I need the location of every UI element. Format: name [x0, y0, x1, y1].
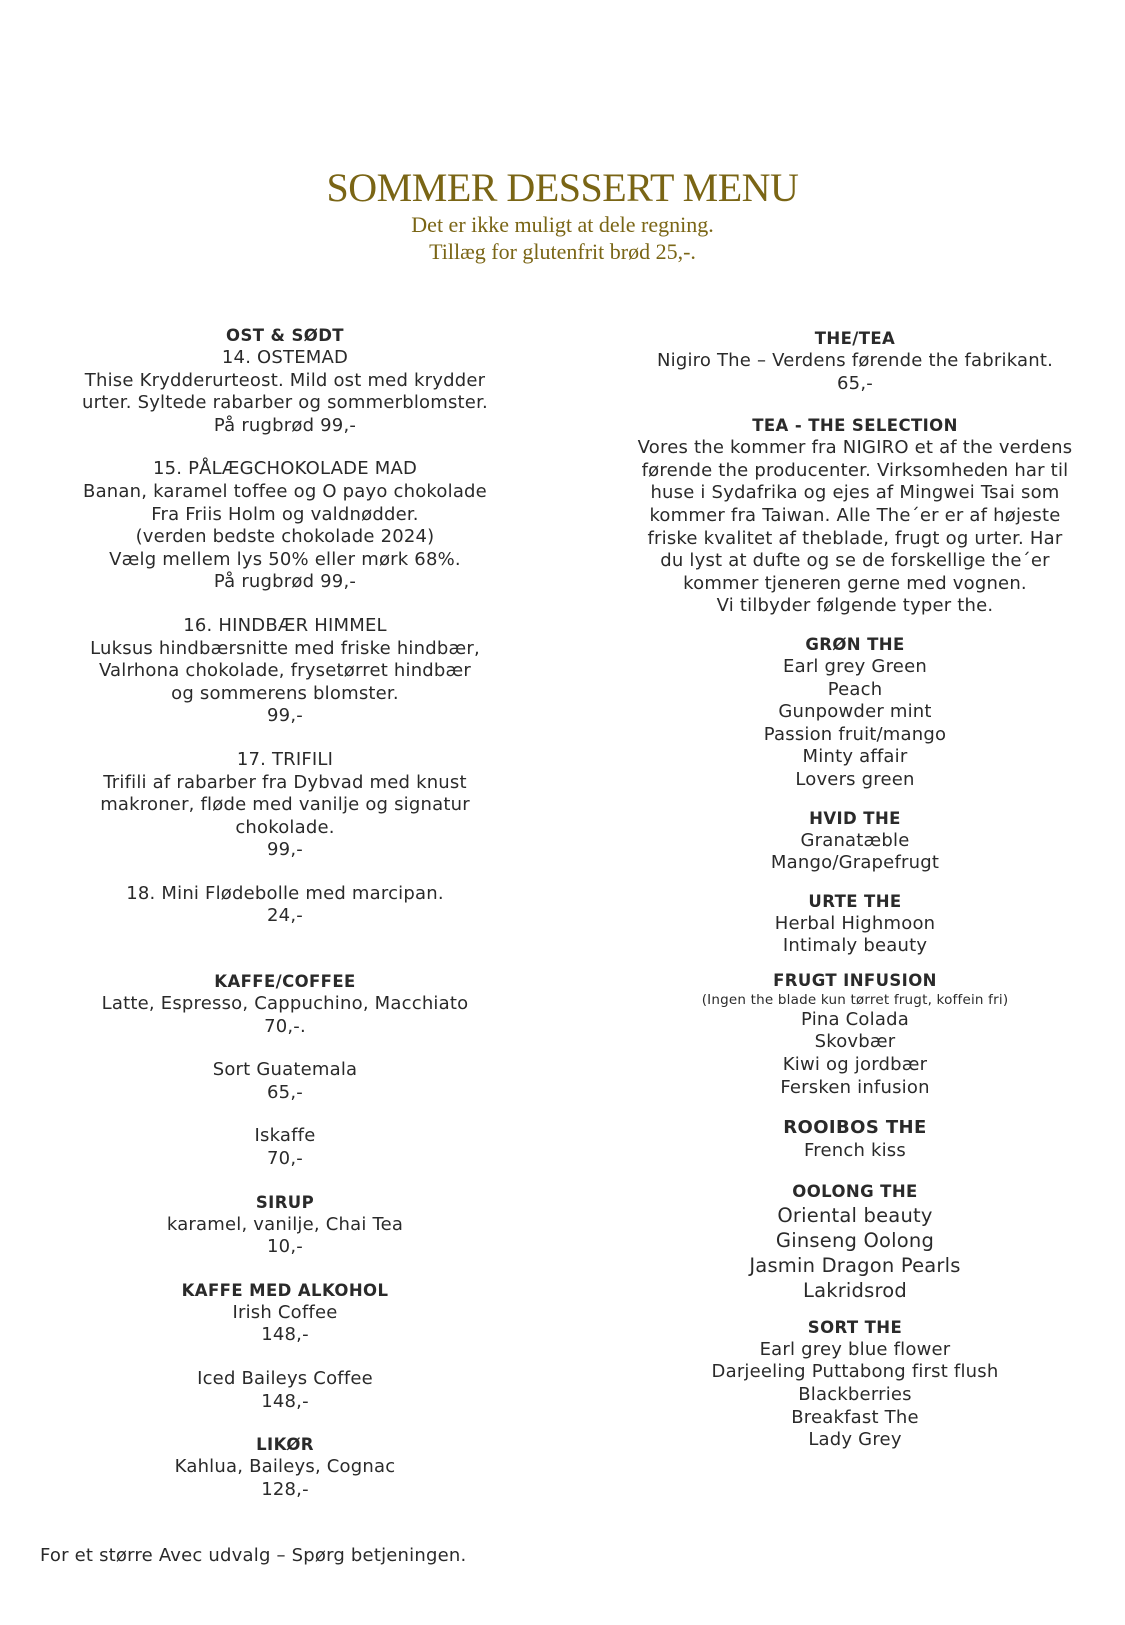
tea-item: Darjeeling Puttabong first flush — [711, 1361, 999, 1383]
item-title: 14. OSTEMAD — [221, 347, 349, 368]
item-title: Iskaffe — [254, 1125, 316, 1147]
item-title: 17. TRIFILI — [236, 748, 334, 770]
tea-item: Blackberries — [798, 1384, 912, 1406]
item-desc: urter. Syltede rabarber og sommerblomster. — [82, 392, 488, 414]
item-title: 16. HINDBÆR HIMMEL — [183, 614, 387, 636]
tea-item: Gunpowder mint — [778, 701, 932, 723]
item-15 — [30, 458, 540, 594]
section-heading: KAFFE/COFFEE — [214, 972, 356, 992]
item-desc: Nigiro The – Verdens førende the fabrikant. — [656, 350, 1054, 371]
item-price: 99,- — [267, 705, 303, 727]
tea-item: Lovers green — [795, 768, 915, 790]
section-oolong-the — [600, 1181, 1110, 1303]
section-sirup — [30, 1192, 540, 1259]
split-bill-note: Det er ikke muligt at dele regning. — [411, 212, 714, 237]
item-title: 15. PÅLÆGCHOKOLADE MAD — [152, 458, 418, 480]
section-ost-sodt — [30, 325, 540, 437]
intro-text: kommer fra Taiwan. Alle The´er er af højeste — [649, 504, 1061, 526]
item-17 — [30, 749, 540, 862]
item-price: 24,- — [267, 905, 303, 927]
item-desc: Valrhona chokolade, frysetørret hindbær — [98, 660, 472, 682]
item-desc: Vælg mellem lys 50% eller mørk 68%. — [109, 548, 461, 570]
tea-item: Intimaly beauty — [782, 935, 928, 957]
section-heading: SORT THE — [807, 1317, 903, 1337]
gluten-free-note: Tillæg for glutenfrit brød 25,-. — [429, 239, 696, 264]
tea-item: Pina Colada — [801, 1008, 909, 1030]
item-title: Irish Coffee — [232, 1301, 338, 1323]
item-desc: (verden bedste chokolade 2024) — [135, 526, 435, 548]
item-price: 148,- — [261, 1390, 309, 1412]
section-urte-the — [600, 891, 1110, 958]
tea-item: Oriental beauty — [777, 1203, 933, 1227]
section-likor — [30, 1434, 540, 1501]
tea-item: Lakridsrod — [803, 1278, 907, 1302]
section-sort-the — [600, 1317, 1110, 1452]
intro-text: Vores the kommer fra NIGIRO et af the verdens — [637, 437, 1073, 459]
tea-item: Earl grey blue flower — [759, 1338, 951, 1360]
item-price: På rugbrød 99,- — [213, 571, 357, 593]
tea-item: Mango/Grapefrugt — [770, 852, 940, 874]
section-frugt-infusion — [600, 970, 1110, 1099]
left-column — [30, 325, 540, 1501]
section-heading: OOLONG THE — [792, 1181, 918, 1201]
right-column — [600, 328, 1110, 1452]
intro-text: kommer tjeneren gerne med vognen. — [683, 572, 1027, 594]
item-desc: chokolade. — [235, 816, 335, 838]
section-hvid-the — [600, 808, 1110, 875]
menu-header — [0, 165, 1125, 265]
section-heading: HVID THE — [809, 808, 901, 828]
infusion-note: (Ingen the blade kun tørret frugt, koffein fri) — [701, 991, 1009, 1008]
section-gron-the — [600, 634, 1110, 792]
item-title: 18. Mini Flødebolle med marcipan. — [126, 882, 444, 904]
section-heading: TEA - THE SELECTION — [752, 416, 958, 436]
item-price: 128,- — [261, 1478, 309, 1500]
section-heading: OST & SØDT — [226, 326, 344, 345]
item-desc: Kahlua, Baileys, Cognac — [174, 1456, 396, 1478]
item-desc: Thise Krydderurteost. Mild ost med krydder — [84, 369, 486, 391]
section-kaffe-alkohol — [30, 1280, 540, 1413]
tea-item: Breakfast The — [791, 1406, 919, 1428]
item-price: 70,- — [267, 1148, 303, 1170]
intro-text: huse i Sydafrika og ejes af Mingwei Tsai som — [650, 482, 1060, 504]
tea-item: Kiwi og jordbær — [782, 1054, 928, 1076]
tea-item: Fersken infusion — [780, 1076, 930, 1098]
intro-text: du lyst at dufte og se de forskellige the´er — [660, 550, 1050, 572]
item-title: Iced Baileys Coffee — [197, 1368, 373, 1389]
tea-item: Peach — [827, 678, 883, 700]
item-price: På rugbrød 99,- — [213, 414, 357, 436]
item-price: 99,- — [267, 839, 303, 861]
section-kaffe — [30, 971, 540, 1171]
intro-text: Vi tilbyder følgende typer the. — [716, 595, 994, 617]
menu-title: SOMMER DESSERT MENU — [326, 165, 799, 210]
tea-item: Ginseng Oolong — [775, 1228, 935, 1252]
tea-item: Passion fruit/mango — [763, 723, 947, 745]
section-heading: GRØN THE — [805, 634, 905, 654]
item-desc: karamel, vanilje, Chai Tea — [166, 1213, 404, 1235]
item-desc: Latte, Espresso, Cappuchino, Macchiato — [101, 993, 469, 1015]
tea-item: Lady Grey — [808, 1429, 902, 1451]
item-desc: Trifili af rabarber fra Dybvad med knust — [103, 771, 467, 793]
item-desc: Fra Friis Holm og valdnødder. — [151, 503, 419, 525]
tea-item: Herbal Highmoon — [774, 912, 936, 934]
item-desc: Banan, karamel toffee og O payo chokolade — [83, 480, 487, 502]
intro-text: friske kvalitet af theblade, frugt og urter. Har — [647, 527, 1063, 549]
item-desc: makroner, fløde med vanilje og signatur — [100, 794, 470, 816]
section-heading: FRUGT INFUSION — [773, 970, 937, 990]
section-rooibos-the — [600, 1115, 1110, 1163]
tea-item: Earl grey Green — [783, 655, 927, 677]
tea-item: French kiss — [804, 1140, 906, 1162]
item-price: 148,- — [261, 1324, 309, 1346]
avec-footer-note: For et større Avec udvalg – Spørg betjeningen. — [40, 1545, 467, 1566]
item-desc: og sommerens blomster. — [171, 682, 399, 704]
tea-item: Minty affair — [802, 746, 908, 768]
item-price: 65,- — [837, 372, 873, 394]
section-heading: THE/TEA — [814, 329, 896, 348]
tea-item: Jasmin Dragon Pearls — [749, 1253, 961, 1277]
intro-text: førende the producenter. Virksomheden har til — [641, 459, 1069, 481]
item-price: 10,- — [267, 1236, 303, 1258]
section-heading: ROOIBOS THE — [783, 1117, 927, 1139]
section-the-tea — [600, 328, 1110, 395]
item-title: Sort Guatemala — [212, 1059, 358, 1081]
tea-item: Skovbær — [814, 1031, 896, 1053]
item-price: 70,-. — [264, 1015, 306, 1037]
item-16 — [30, 615, 540, 728]
section-heading: URTE THE — [808, 891, 902, 911]
item-price: 65,- — [267, 1081, 303, 1103]
item-18 — [30, 883, 540, 928]
section-heading: SIRUP — [255, 1192, 315, 1212]
section-heading: LIKØR — [256, 1435, 314, 1455]
tea-item: Granatæble — [800, 829, 910, 851]
section-tea-selection — [600, 415, 1110, 618]
section-heading: KAFFE MED ALKOHOL — [181, 1280, 389, 1300]
item-desc: Luksus hindbærsnitte med friske hindbær, — [90, 637, 480, 659]
